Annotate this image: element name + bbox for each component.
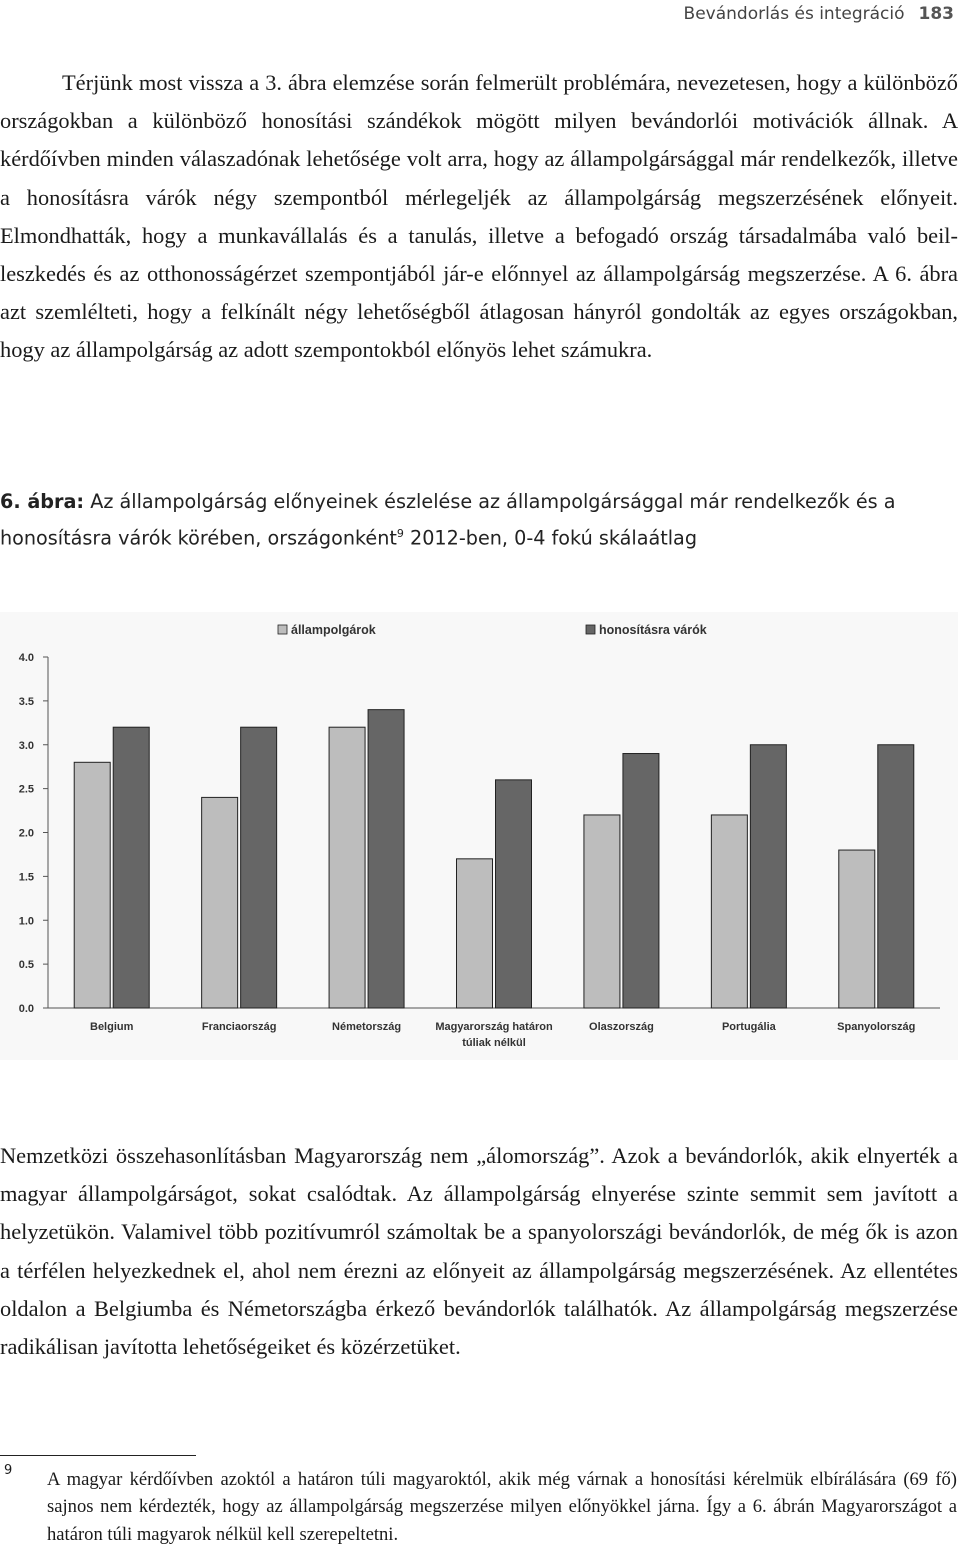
bar-allampolgarok	[839, 850, 875, 1008]
bar-honositasra-varok	[368, 710, 404, 1008]
x-category-label: Spanyolország	[837, 1021, 916, 1033]
x-category-label: Portugália	[721, 1021, 776, 1033]
bar-honositasra-varok	[623, 754, 659, 1008]
running-head	[684, 4, 954, 24]
chart-svg	[0, 612, 958, 1060]
figure-caption-text: Az állampolgárság előnyeinek észlelése az állampolgársággal már rendelkezők és a honosításra várók körében, országonként	[0, 490, 896, 550]
body-paragraph-1	[0, 64, 958, 370]
y-tick-label: 4.0	[18, 652, 34, 664]
legend-swatch	[586, 625, 595, 634]
bar-allampolgarok	[457, 859, 493, 1008]
y-tick-label: 3.0	[18, 739, 34, 752]
y-tick-label: 3.5	[18, 695, 34, 708]
bar-honositasra-varok	[113, 727, 149, 1008]
y-tick-label: 2.0	[18, 827, 34, 840]
y-tick-label: 1.0	[18, 915, 34, 928]
y-tick-label: 0.5	[18, 959, 34, 972]
y-tick-label: 2.5	[18, 783, 34, 796]
x-category-label: Olaszország	[589, 1021, 654, 1033]
x-category-label: Belgium	[90, 1021, 134, 1033]
bar-honositasra-varok	[241, 727, 277, 1008]
x-category-label: Németország	[332, 1021, 402, 1033]
page-number: 183	[918, 4, 954, 24]
footnote-number: 9	[4, 1463, 13, 1478]
figure-caption-tail: 2012-ben, 0-4 fokú skálaátlag	[403, 526, 697, 550]
footnote-reference: 9	[396, 527, 404, 540]
figure-label: 6. ábra:	[0, 490, 85, 513]
footnote-text: A magyar kérdőívben azoktól a határon túli magyaroktól, akik még várnak a honosítási kérelmük elbírálására (69 fő) sajnos nem kérdezték, hogy az állampolgárság megszerzése milyen előnyökkel járna. Így a 6. ábrán Magyarországot a határon túli magyarok nélkül kell szerepeltetni.	[47, 1469, 957, 1545]
bar-allampolgarok	[74, 762, 110, 1008]
running-head-title: Bevándorlás és integráció	[683, 4, 905, 24]
bar-honositasra-varok	[750, 745, 786, 1008]
legend-swatch	[278, 625, 287, 634]
legend-label: állampolgárok	[291, 623, 376, 637]
bar-allampolgarok	[711, 815, 747, 1008]
bar-honositasra-varok	[878, 745, 914, 1008]
x-category-label: Franciaország	[201, 1021, 277, 1033]
legend-label: honosításra várók	[599, 623, 707, 637]
footnote-rule	[0, 1455, 196, 1456]
body-paragraph-1-text: Térjünk most vissza a 3. ábra elemzése során felmerült problémára, nevezetesen, hogy a különböző országokban a különböző honosítási szándékok mögött milyen bevándorlói motivációk állnak. A kérdőívben minden válaszadónak lehetősége volt arra, hogy az állampolgársággal már rendelkezők, illetve a honosításra várók négy szempontból mérlegeljék az állampolgárság megszerzésének előnyeit. Elmondhatták, hogy a munkavállalás és a tanulás, illetve a befogadó ország társadalmába való beilleszkedés és az otthonosságérzet szempontjából jár-e előnnyel az állampolgárság megszerzése. A 6. ábra azt szemlélteti, hogy a felkínált négy lehetőségből átlagosan hányról gondolták az egyes országokban, hogy az állampolgárság az adott szempontokból előnyös lehet számukra.	[0, 70, 958, 363]
x-category-label: túliak nélkül	[462, 1037, 526, 1049]
body-paragraph-2: Nemzetközi összehasonlításban Magyarország nem „álomország”. Azok a bevándorlók, akik elnyerték a magyar állampolgárságot, sokat csalódtak. Az állampolgárság elnyerése szinte semmit sem javított a helyzetükön. Valamivel több pozitívumról számoltak be a spanyolországi bevándorlók, de még ők is azon a térfélen helyezkednek el, ahol nem érezni az előnyeit az állampolgárság megszerzésének. Az ellentétes oldalon a Belgiumba és Németországba érkező bevándorlók találhatók. Az állampolgárság megszerzése radikálisan javította lehetőségeiket és közérzetüket.	[0, 1143, 958, 1360]
bar-allampolgarok	[329, 727, 365, 1008]
y-tick-label: 1.5	[18, 871, 34, 884]
y-tick-label: 0.0	[18, 1003, 34, 1015]
x-category-label: Magyarország határon	[435, 1021, 553, 1033]
bar-allampolgarok	[584, 815, 620, 1008]
figure-caption	[0, 486, 958, 554]
bar-allampolgarok	[202, 797, 238, 1008]
bar-honositasra-varok	[496, 780, 532, 1008]
bar-chart	[0, 612, 958, 1060]
